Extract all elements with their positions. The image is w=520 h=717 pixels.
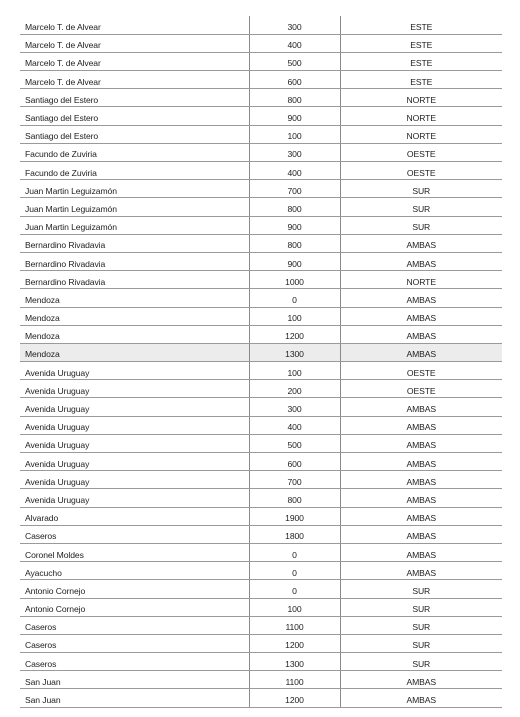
side-cell: SUR — [340, 198, 502, 216]
street-cell: Caseros — [20, 653, 249, 671]
number-cell: 500 — [249, 434, 340, 452]
table-row — [20, 198, 502, 216]
number-cell: 800 — [249, 234, 340, 252]
side-cell: AMBAS — [340, 234, 502, 252]
table-row — [20, 89, 502, 107]
table-row — [20, 598, 502, 616]
table-row — [20, 380, 502, 398]
street-cell: Alvarado — [20, 507, 249, 525]
side-cell: AMBAS — [340, 252, 502, 270]
table-row — [20, 525, 502, 543]
number-cell: 1300 — [249, 653, 340, 671]
number-cell: 800 — [249, 89, 340, 107]
street-table — [20, 16, 502, 708]
street-cell: Facundo de Zuviria — [20, 143, 249, 161]
street-cell: Mendoza — [20, 307, 249, 325]
side-cell: SUR — [340, 616, 502, 634]
table-row — [20, 580, 502, 598]
street-table-body — [20, 16, 502, 707]
number-cell: 0 — [249, 543, 340, 561]
number-cell: 100 — [249, 362, 340, 380]
table-row — [20, 434, 502, 452]
table-row — [20, 689, 502, 707]
table-row — [20, 162, 502, 180]
street-cell: Avenida Uruguay — [20, 380, 249, 398]
street-cell: Mendoza — [20, 343, 249, 361]
street-cell: Santiago del Estero — [20, 107, 249, 125]
number-cell: 700 — [249, 180, 340, 198]
number-cell: 0 — [249, 289, 340, 307]
side-cell: AMBAS — [340, 307, 502, 325]
street-cell: Caseros — [20, 525, 249, 543]
table-row — [20, 471, 502, 489]
number-cell: 300 — [249, 16, 340, 34]
street-cell: San Juan — [20, 671, 249, 689]
street-cell: Bernardino Rivadavia — [20, 271, 249, 289]
side-cell: AMBAS — [340, 343, 502, 361]
table-row — [20, 271, 502, 289]
side-cell: SUR — [340, 216, 502, 234]
street-cell: Santiago del Estero — [20, 89, 249, 107]
table-row — [20, 507, 502, 525]
table-row — [20, 180, 502, 198]
number-cell: 100 — [249, 125, 340, 143]
street-cell: Antonio Cornejo — [20, 580, 249, 598]
street-cell: Ayacucho — [20, 562, 249, 580]
number-cell: 1200 — [249, 325, 340, 343]
side-cell: AMBAS — [340, 507, 502, 525]
number-cell: 300 — [249, 398, 340, 416]
side-cell: SUR — [340, 598, 502, 616]
street-cell: Santiago del Estero — [20, 125, 249, 143]
side-cell: NORTE — [340, 271, 502, 289]
table-row — [20, 289, 502, 307]
number-cell: 700 — [249, 471, 340, 489]
side-cell: ESTE — [340, 52, 502, 70]
side-cell: AMBAS — [340, 471, 502, 489]
street-cell: Caseros — [20, 634, 249, 652]
table-row — [20, 398, 502, 416]
number-cell: 800 — [249, 198, 340, 216]
street-cell: Avenida Uruguay — [20, 398, 249, 416]
side-cell: OESTE — [340, 362, 502, 380]
side-cell: SUR — [340, 180, 502, 198]
side-cell: AMBAS — [340, 525, 502, 543]
side-cell: AMBAS — [340, 398, 502, 416]
table-row — [20, 307, 502, 325]
side-cell: NORTE — [340, 89, 502, 107]
table-row — [20, 343, 502, 361]
table-row — [20, 234, 502, 252]
street-cell: Avenida Uruguay — [20, 416, 249, 434]
side-cell: SUR — [340, 580, 502, 598]
table-row — [20, 543, 502, 561]
table-row — [20, 453, 502, 471]
side-cell: AMBAS — [340, 453, 502, 471]
table-row — [20, 34, 502, 52]
side-cell: AMBAS — [340, 543, 502, 561]
number-cell: 500 — [249, 52, 340, 70]
table-row — [20, 634, 502, 652]
side-cell: SUR — [340, 634, 502, 652]
table-row — [20, 252, 502, 270]
table-row — [20, 362, 502, 380]
number-cell: 100 — [249, 598, 340, 616]
street-cell: Marcelo T. de Alvear — [20, 16, 249, 34]
number-cell: 1800 — [249, 525, 340, 543]
side-cell: NORTE — [340, 125, 502, 143]
street-cell: Bernardino Rivadavia — [20, 252, 249, 270]
number-cell: 200 — [249, 380, 340, 398]
side-cell: ESTE — [340, 71, 502, 89]
table-row — [20, 71, 502, 89]
table-row — [20, 562, 502, 580]
side-cell: AMBAS — [340, 562, 502, 580]
table-row — [20, 216, 502, 234]
number-cell: 100 — [249, 307, 340, 325]
number-cell: 400 — [249, 34, 340, 52]
side-cell: SUR — [340, 653, 502, 671]
number-cell: 900 — [249, 252, 340, 270]
number-cell: 300 — [249, 143, 340, 161]
street-cell: Bernardino Rivadavia — [20, 234, 249, 252]
street-cell: Facundo de Zuviria — [20, 162, 249, 180]
number-cell: 400 — [249, 416, 340, 434]
number-cell: 600 — [249, 453, 340, 471]
table-row — [20, 125, 502, 143]
table-row — [20, 653, 502, 671]
number-cell: 600 — [249, 71, 340, 89]
street-cell: Coronel Moldes — [20, 543, 249, 561]
number-cell: 1100 — [249, 616, 340, 634]
side-cell: AMBAS — [340, 489, 502, 507]
number-cell: 800 — [249, 489, 340, 507]
number-cell: 1100 — [249, 671, 340, 689]
street-cell: Mendoza — [20, 289, 249, 307]
table-row — [20, 416, 502, 434]
street-cell: Juan Martin Leguizamón — [20, 180, 249, 198]
number-cell: 400 — [249, 162, 340, 180]
street-cell: Avenida Uruguay — [20, 362, 249, 380]
street-cell: Mendoza — [20, 325, 249, 343]
side-cell: AMBAS — [340, 289, 502, 307]
side-cell: AMBAS — [340, 325, 502, 343]
side-cell: AMBAS — [340, 671, 502, 689]
street-cell: Juan Martin Leguizamón — [20, 198, 249, 216]
street-cell: Marcelo T. de Alvear — [20, 34, 249, 52]
table-row — [20, 489, 502, 507]
number-cell: 1900 — [249, 507, 340, 525]
street-cell: Avenida Uruguay — [20, 453, 249, 471]
number-cell: 1300 — [249, 343, 340, 361]
table-row — [20, 616, 502, 634]
number-cell: 900 — [249, 107, 340, 125]
street-cell: Caseros — [20, 616, 249, 634]
street-cell: Marcelo T. de Alvear — [20, 71, 249, 89]
side-cell: OESTE — [340, 380, 502, 398]
street-cell: Marcelo T. de Alvear — [20, 52, 249, 70]
number-cell: 900 — [249, 216, 340, 234]
number-cell: 1200 — [249, 689, 340, 707]
number-cell: 1000 — [249, 271, 340, 289]
side-cell: ESTE — [340, 16, 502, 34]
street-cell: Avenida Uruguay — [20, 434, 249, 452]
street-cell: Avenida Uruguay — [20, 489, 249, 507]
number-cell: 0 — [249, 580, 340, 598]
street-cell: San Juan — [20, 689, 249, 707]
side-cell: NORTE — [340, 107, 502, 125]
side-cell: ESTE — [340, 34, 502, 52]
street-cell: Avenida Uruguay — [20, 471, 249, 489]
table-row — [20, 143, 502, 161]
table-row — [20, 671, 502, 689]
number-cell: 0 — [249, 562, 340, 580]
side-cell: OESTE — [340, 143, 502, 161]
table-row — [20, 16, 502, 34]
table-row — [20, 52, 502, 70]
side-cell: AMBAS — [340, 689, 502, 707]
table-row — [20, 107, 502, 125]
table-row — [20, 325, 502, 343]
side-cell: AMBAS — [340, 416, 502, 434]
street-cell: Antonio Cornejo — [20, 598, 249, 616]
street-cell: Juan Martin Leguizamón — [20, 216, 249, 234]
number-cell: 1200 — [249, 634, 340, 652]
side-cell: AMBAS — [340, 434, 502, 452]
side-cell: OESTE — [340, 162, 502, 180]
